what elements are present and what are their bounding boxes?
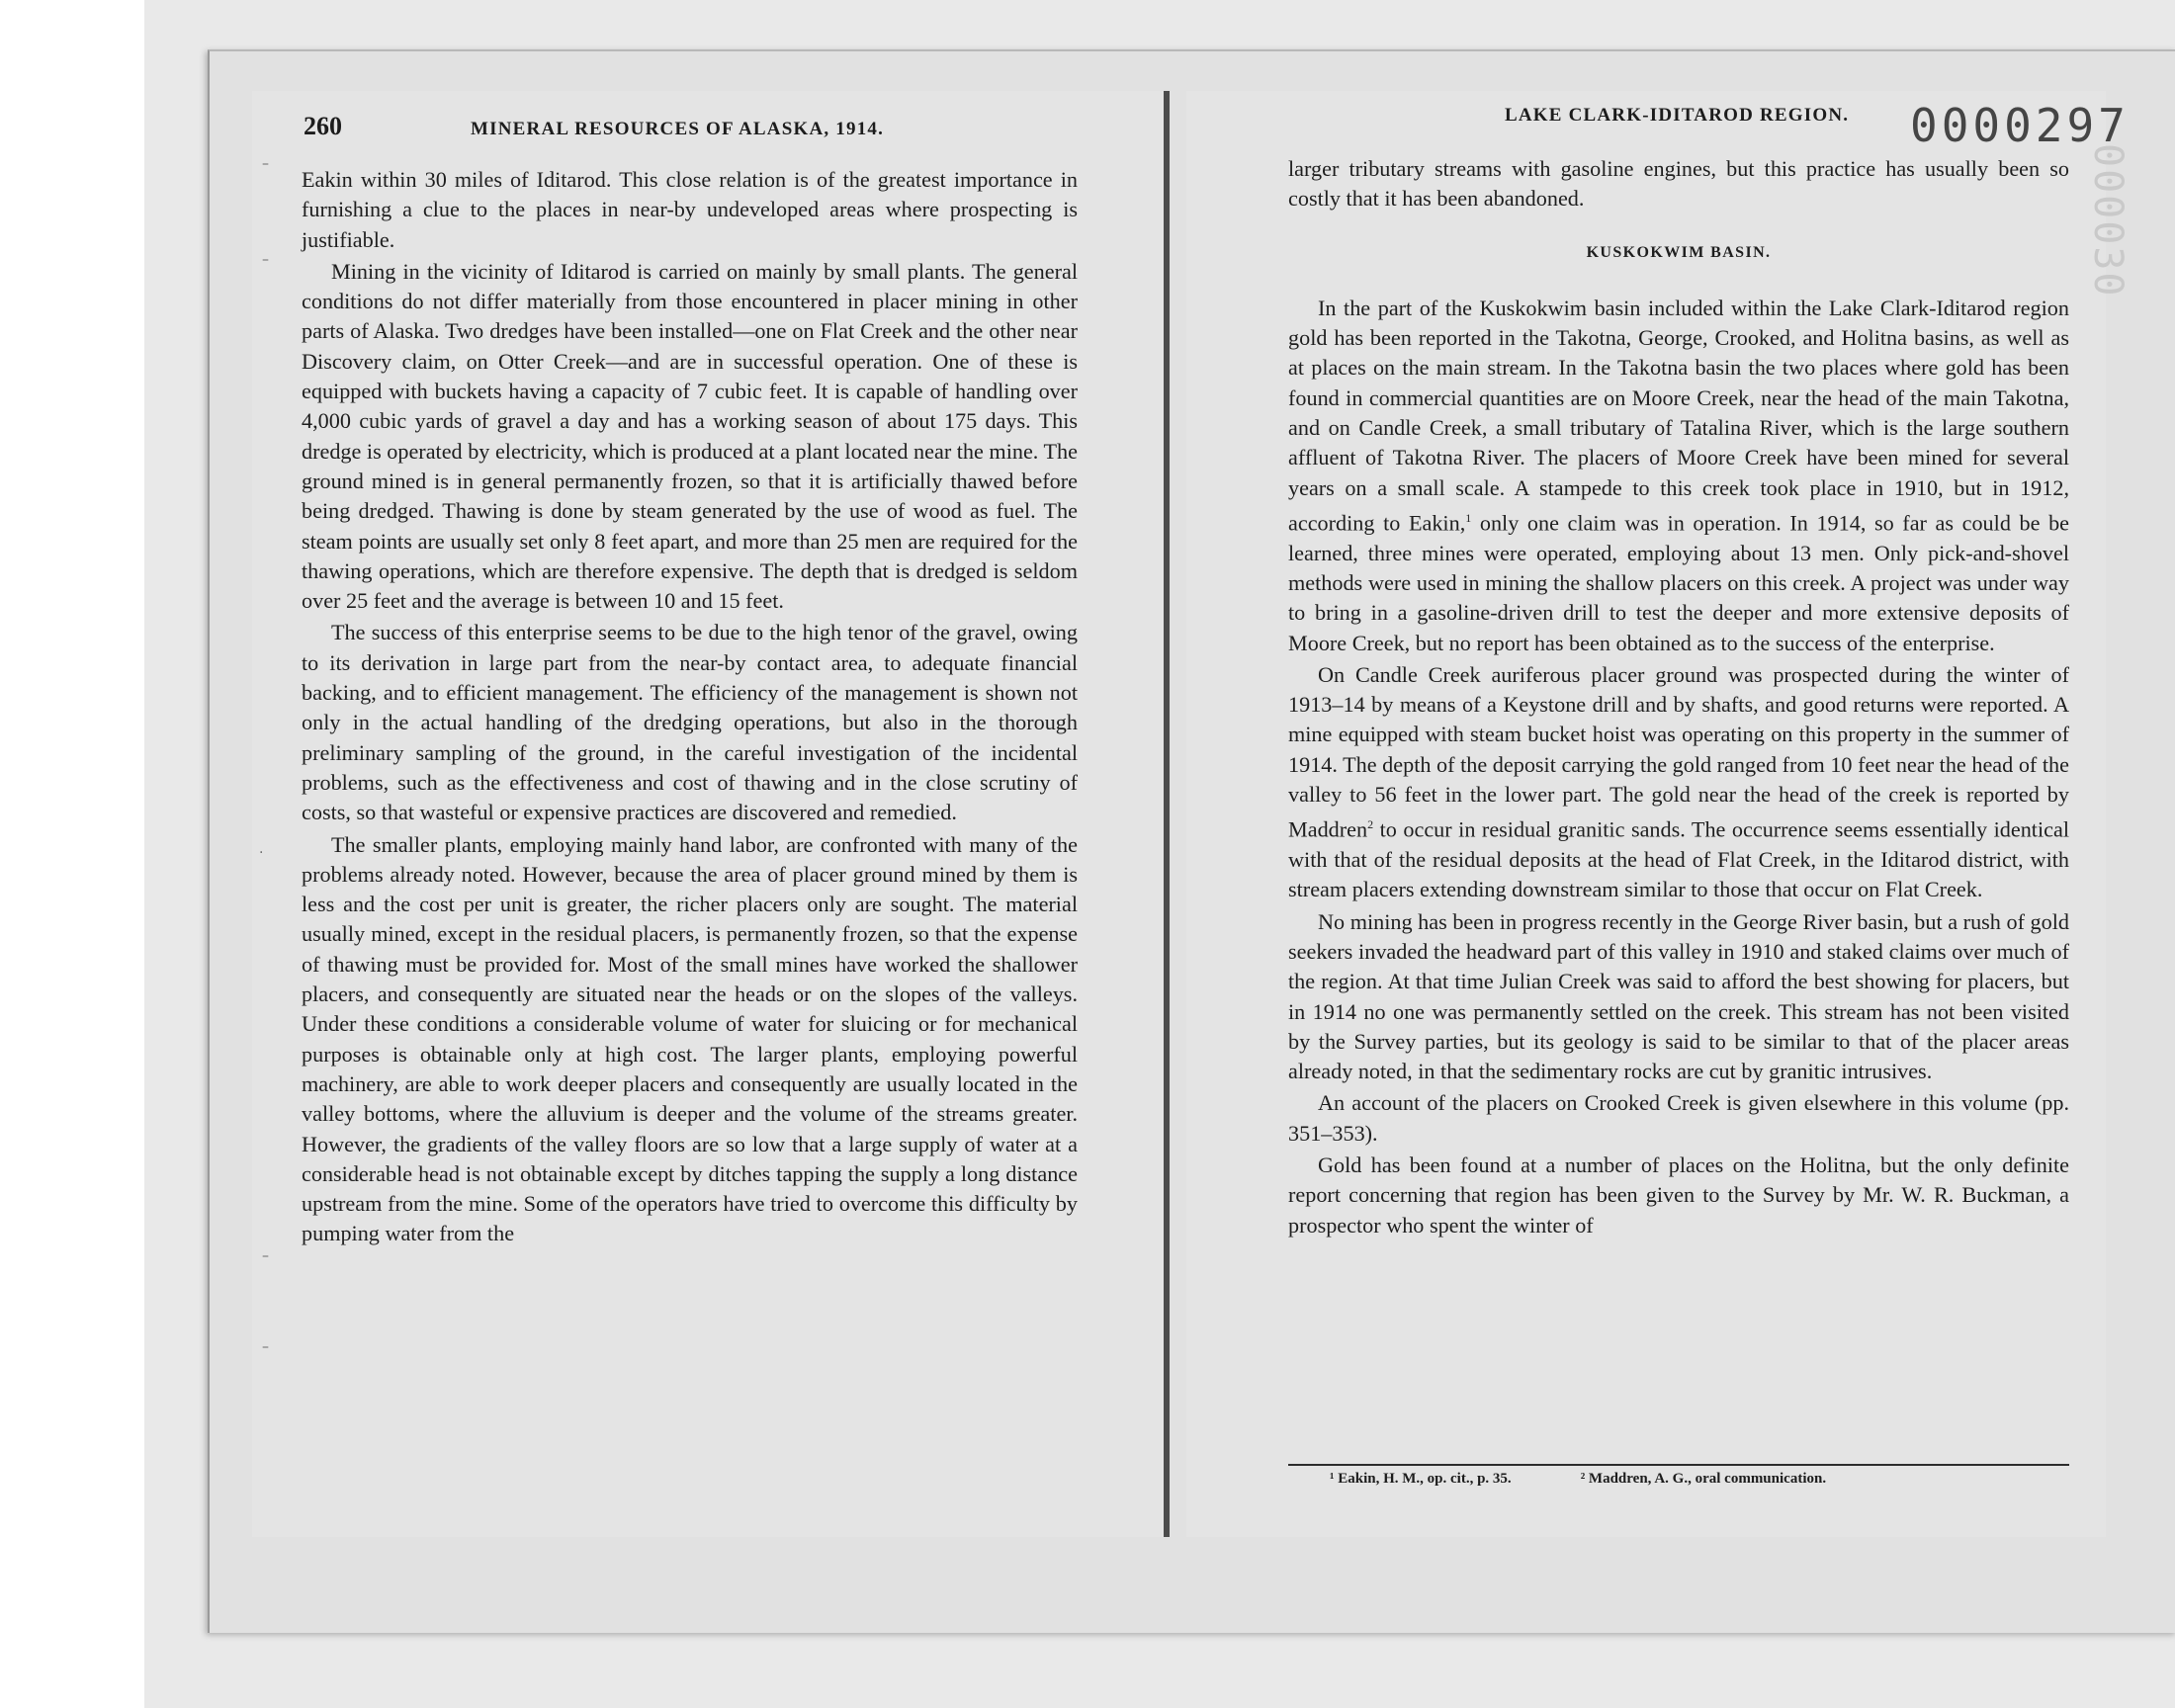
left-running-title: MINERAL RESOURCES OF ALASKA, 1914.: [471, 119, 885, 139]
left-paragraph-2: Mining in the vicinity of Iditarod is carried on mainly by small plants. The general conditions do not differ materially from those encountered in placer mining in other parts of Alaska. Two dredges have been installed—one on Flat Creek and the other near Discovery claim, on Otter Creek—and are in successful operation. One of these is equipped with buckets having a capacity of 7 cubic feet. It is capable of handling over 4,000 cubic yards of gravel a day and has a working season of about 175 days. This dredge is operated by electricity, which is produced at a plant located near the mine. The ground mined is in general permanently frozen, so that it is artificially thawed before being dredged. Thawing is done by steam generated by the use of wood as fuel. The steam points are usually set only 8 feet apart, and more than 25 men are required for the thawing operations, which are therefore expensive. The depth that is dredged is seldom over 25 feet and the average is between 10 and 15 feet.: [302, 258, 1078, 614]
right-paragraph-1: [1288, 294, 2069, 658]
right-page-header: [1505, 105, 1849, 127]
left-page-body: [302, 165, 1078, 1251]
book-gutter: [1164, 91, 1170, 1537]
footnote-ref: 1: [1465, 510, 1472, 525]
paragraph-text: to occur in residual granitic sands. The occurrence seems essentially identical with that of the residual deposits at the head of Flat Creek, in the Iditarod district, with stream placers extending downstream similar to those that occur on Flat Creek.: [1288, 816, 2069, 902]
left-page-number: 260: [304, 112, 342, 140]
left-paragraph-3: The success of this enterprise seems to be due to the high tenor of the gravel, owing to its derivation in large part from the near-by contact area, to adequate financial backing, and to efficient management. The efficiency of the management is shown not only in the actual handling of the dredging operations, but also in the thorough preliminary sampling of the ground, in the careful investigation of the incidental problems, such as the effectiveness and cost of thawing and in the close scrutiny of costs, so that wasteful or expensive practices are discovered and remedied.: [302, 620, 1078, 825]
margin-mark-icon: –: [262, 156, 269, 172]
right-paragraph-3: [1288, 907, 2069, 1087]
paragraph-text: only one claim was in operation. In 1914, so far as could be be learned, three mines were operated, employing about 13 men. Only pick-and-shovel methods were used in mining the shallow placers on this creek. A project was under way to bring in a gasoline-driven drill to test the deeper and more extensive deposits of Moore Creek, but no report has been obtained as to the success of the enterprise.: [1288, 510, 2070, 655]
footnote-divider: [1288, 1464, 2069, 1466]
paragraph-text: Gold has been found at a number of places on the Holitna, but the only definite report concerning that region has been given to the Survey by Mr. W. R. Buckman, a prospector who spent the winter of: [1288, 1152, 2069, 1238]
footnote-1: ¹ Eakin, H. M., op. cit., p. 35.: [1330, 1471, 1512, 1487]
right-paragraph-5: [1288, 1151, 2069, 1240]
footnote-ref: 2: [1367, 817, 1374, 832]
archive-stamp: 0000297: [1910, 99, 2130, 152]
left-paragraph-4: The smaller plants, employing mainly hand labor, are confronted with many of the problems already noted. However, because the area of placer ground mined by them is less and the cost per unit is greater, the richer placers only are sought. The material usually mined, except in the residual placers, is permanently frozen, so that the expense of thawing must be provided for. Most of the small mines have worked the shallower placers, and consequently are situated near the heads or on the slopes of the valleys. Under these conditions a considerable volume of water for sluicing or for mechanical purposes is obtainable only at high cost. The larger plants, employing powerful machinery, are able to work deeper placers and consequently are usually located in the valley bottoms, where the alluvium is deeper and the volume of the streams greater. However, the gradients of the valley floors are so low that a large supply of water at a considerable head is not obtainable except by ditches tapping the supply a long distance upstream from the mine. Some of the operators have tried to overcome this difficulty by pumping water from the: [302, 831, 1078, 1246]
paragraph-text: In the part of the Kuskokwim basin included within the Lake Clark-Iditarod region gold has been reported in the Takotna, George, Crooked, and Holitna basins, as well as at places on the main stream. In the Takotna basin the two places where gold has been found in commercial quantities are on Moore Creek, near the head of the main Takotna, and on Candle Creek, a small tributary of Tatalina River, which is the large southern affluent of Takotna River. The placers of Moore Creek have been mined for several years on a small scale. A stampede to this creek took place in 1910, but in 1912, according to Eakin,: [1288, 295, 2069, 536]
left-paragraph-1: Eakin within 30 miles of Iditarod. This close relation is of the greatest importance in furnishing a clue to the places in near-by undeveloped areas where prospecting is justifiable.: [302, 167, 1078, 252]
right-running-title: LAKE CLARK-IDITAROD REGION.: [1505, 105, 1850, 126]
margin-mark-icon: –: [262, 252, 269, 268]
archive-vertical-stamp: 000030: [2085, 143, 2131, 299]
right-paragraph-2: [1288, 660, 2069, 905]
margin-mark-icon: –: [262, 1339, 269, 1355]
left-page-header: [304, 112, 884, 141]
section-heading: KUSKOKWIM BASIN.: [1586, 243, 1772, 261]
paragraph-text: On Candle Creek auriferous placer ground was prospected during the winter of 1913–14 by means of a Keystone drill and by shafts, and good returns were reported. A mine equipped with steam bucket hoist was operating on this property in the summer of 1914. The depth of the deposit carrying the gold ranged from 10 feet near the head of the valley to 56 feet in the lower part. The gold near the head of the creek is reported by Maddren: [1288, 661, 2069, 842]
paragraph-text: An account of the placers on Crooked Creek is given elsewhere in this volume (pp. 351–353).: [1288, 1090, 2069, 1146]
margin-mark-icon: ·: [259, 845, 264, 861]
right-paragraph-4: [1288, 1088, 2069, 1149]
right-page-body: [1288, 154, 2069, 1242]
footnotes: [1330, 1471, 2081, 1488]
right-opening-paragraph: larger tributary streams with gasoline engines, but this practice has usually been so costly that it has been abandoned.: [1288, 156, 2069, 212]
footnote-2: ² Maddren, A. G., oral communication.: [1580, 1471, 1827, 1487]
margin-mark-icon: –: [262, 1248, 269, 1264]
paragraph-text: No mining has been in progress recently in the George River basin, but a rush of gold seekers invaded the headward part of this valley in 1910 and staked claims over much of the region. At that time Julian Creek was said to afford the best showing for placers, but in 1914 no one was permanently settled on the creek. This stream has not been visited by the Survey parties, but its geology is said to be similar to that of the placer areas already noted, in that the sedimentary rocks are cut by granitic intrusives.: [1288, 908, 2069, 1084]
